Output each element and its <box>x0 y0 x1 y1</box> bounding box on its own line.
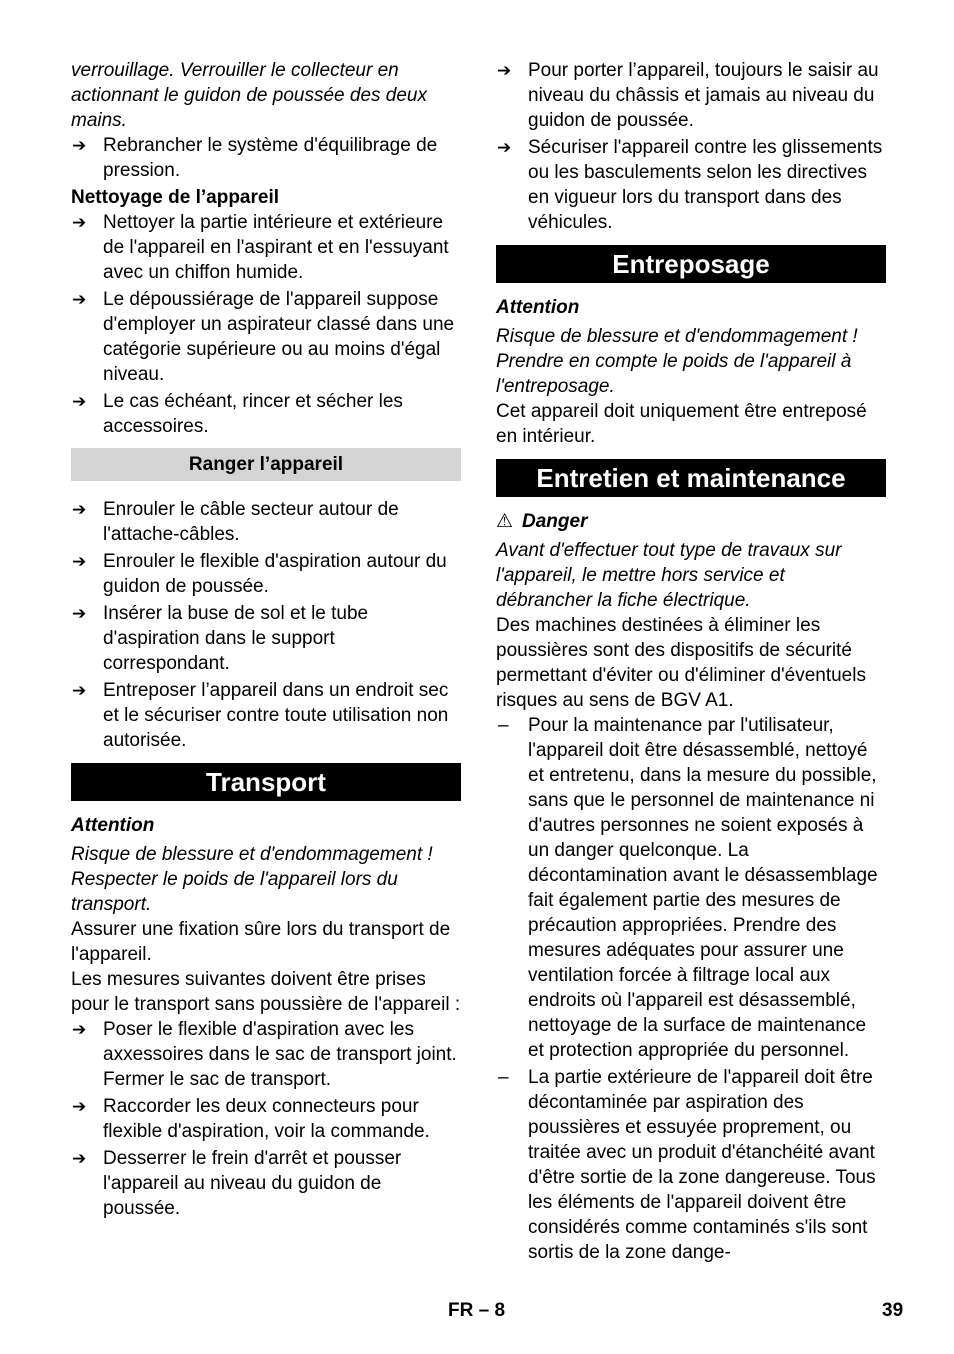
paragraph: Des machines destinées à éliminer les poussières sont des dispositifs de sécurité permettant d'éviter ou d'éliminer d'éventuels risques au sens de BGV A1. <box>496 615 866 711</box>
list-item: ➔ Insérer la buse de sol et le tube d'aspiration dans le support correspondant. <box>72 603 369 674</box>
attention-label: Attention <box>71 815 155 836</box>
list-item: ➔ Le cas échéant, rincer et sécher les accessoires. <box>72 391 403 437</box>
list-item: ➔ Pour porter l’appareil, toujours le saisir au niveau du châssis et jamais au niveau du guidon de poussée. <box>497 60 879 131</box>
warning-icon: ⚠ <box>496 511 514 532</box>
arrow-icon: ➔ <box>72 552 87 571</box>
attention-text: Risque de blessure et d'endommagement ! Respecter le poids de l'appareil lors du transport. <box>71 844 433 915</box>
arrow-icon: ➔ <box>497 61 512 80</box>
list-item: ➔ Nettoyer la partie intérieure et extérieure de l'appareil en l'aspirant et en l'essuyant avec un chiffon humide. <box>72 212 449 283</box>
list-item: ➔ Le dépoussiérage de l'appareil suppose d'employer un aspirateur classé dans une catégorie supérieure ou au moins d'égal niveau. <box>72 289 455 385</box>
arrow-icon: ➔ <box>72 290 87 309</box>
list-item: ➔ Enrouler le câble secteur autour de l'attache-câbles. <box>72 499 399 545</box>
arrow-icon: ➔ <box>72 1149 87 1168</box>
arrow-icon: ➔ <box>72 604 87 623</box>
arrow-icon: ➔ <box>497 138 512 157</box>
list-item: – La partie extérieure de l'appareil doit être décontaminée par aspiration des poussières et essuyée proprement, ou traitée avec un produit d'étanchéité avant d'être sortie de la zone dangereuse. Tous les éléments de l'appareil doivent être considérés comme contaminés s'ils sont sortis de la zone dange- <box>498 1067 876 1263</box>
left-column <box>71 58 461 1223</box>
paragraph: Cet appareil doit uniquement être entreposé en intérieur. <box>496 401 867 447</box>
list-item: ➔ Rebrancher le système d'équilibrage de pression. <box>72 135 438 181</box>
arrow-icon: ➔ <box>72 1097 87 1116</box>
right-column <box>496 58 886 1267</box>
paragraph: Assurer une fixation sûre lors du transport de l'appareil. <box>71 919 451 965</box>
list-item: ➔ Entreposer l’appareil dans un endroit sec et le sécuriser contre toute utilisation non autorisée. <box>72 680 449 751</box>
nettoyage-heading: Nettoyage de l’appareil <box>71 187 280 208</box>
ranger-heading: Ranger l’appareil <box>71 448 461 481</box>
arrow-icon: ➔ <box>72 136 87 155</box>
list-item: ➔ Enrouler le flexible d'aspiration autour du guidon de poussée. <box>72 551 447 597</box>
paragraph: Les mesures suivantes doivent être prises pour le transport sans poussière de l'appareil : <box>71 969 461 1015</box>
list-item: ➔ Poser le flexible d'aspiration avec les axxessoires dans le sac de transport joint. Fermer le sac de transport. <box>72 1019 457 1090</box>
danger-label: Danger <box>522 511 588 532</box>
footer-section: FR – 8 <box>448 1300 506 1321</box>
entreposage-heading: Entreposage <box>496 245 886 283</box>
arrow-icon: ➔ <box>72 1020 87 1039</box>
attention-text: Risque de blessure et d'endommagement ! Prendre en compte le poids de l'appareil à l'entreposage. <box>496 326 858 397</box>
list-item: ➔ Raccorder les deux connecteurs pour flexible d'aspiration, voir la commande. <box>72 1096 430 1142</box>
dash-icon: – <box>498 1067 509 1088</box>
arrow-icon: ➔ <box>72 681 87 700</box>
dash-icon: – <box>498 715 509 736</box>
danger-text: Avant d'effectuer tout type de travaux sur l'appareil, le mettre hors service et débrancher la fiche électrique. <box>496 540 842 611</box>
transport-heading: Transport <box>71 763 461 801</box>
intro-italic-text: verrouillage. Verrouiller le collecteur en actionnant le guidon de poussée des deux mains. <box>71 60 427 131</box>
entretien-heading: Entretien et maintenance <box>496 459 886 497</box>
arrow-icon: ➔ <box>72 392 87 411</box>
list-item: – Pour la maintenance par l'utilisateur, l'appareil doit être désassemblé, nettoyé et entretenu, dans la mesure du possible, sans que le personnel de maintenance ni d'autres personnes ne soient exposés à un danger quelconque. La décontamination avant le désassemblage fait également partie des mesures de précaution appropriées. Prendre des mesures adéquates pour assurer une ventilation forcée à filtrage local aux endroits où l'appareil est désassemblé, nettoyage de la surface de maintenance et protection appropriée du personnel. <box>498 715 878 1061</box>
list-item: ➔ Sécuriser l'appareil contre les glissements ou les basculements selon les directives en vigueur lors du transport dans des véhicules. <box>497 137 883 233</box>
arrow-icon: ➔ <box>72 500 87 519</box>
arrow-icon: ➔ <box>72 213 87 232</box>
danger-label-row <box>496 509 886 534</box>
attention-label: Attention <box>496 297 580 318</box>
page-number: 39 <box>882 1300 904 1321</box>
list-item: ➔ Desserrer le frein d'arrêt et pousser l'appareil au niveau du guidon de poussée. <box>72 1148 402 1219</box>
